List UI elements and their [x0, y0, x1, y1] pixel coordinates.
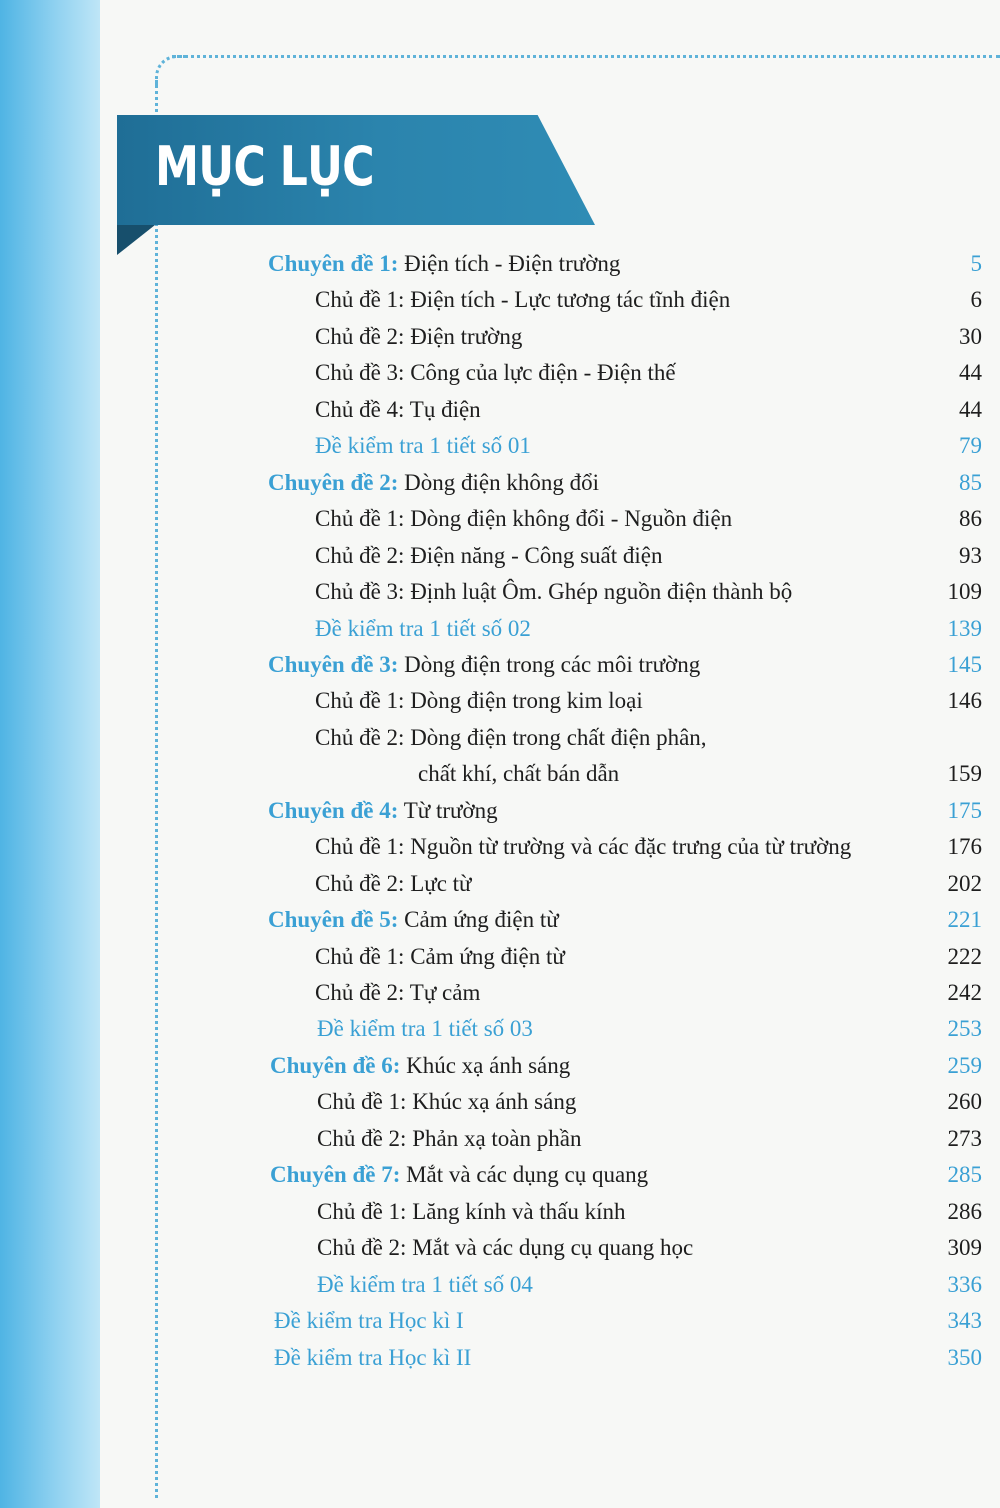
- toc-page-number: 79: [959, 433, 982, 459]
- toc-page-number: 86: [959, 506, 982, 532]
- toc-entry-title: Chủ đề 2: Tự cảm: [315, 980, 481, 1005]
- toc-page-number: 343: [947, 1308, 982, 1334]
- toc-topic-entry[interactable]: [315, 829, 851, 865]
- toc-entry-title: Chủ đề 1: Điện tích - Lực tương tác tĩnh điện: [315, 287, 731, 313]
- toc-topic-entry[interactable]: [315, 975, 480, 1011]
- toc-page-number: 176: [947, 834, 982, 860]
- toc-topic-entry[interactable]: [317, 1194, 626, 1230]
- toc-entry-title: Chủ đề 1: Khúc xạ ánh sáng: [317, 1089, 577, 1115]
- toc-page-number: 336: [947, 1271, 982, 1297]
- toc-topic-entry[interactable]: [315, 355, 676, 391]
- toc-topic-entry[interactable]: [315, 392, 481, 428]
- toc-topic-entry[interactable]: [418, 756, 619, 792]
- toc-chapter-prefix: Chuyên đề 5:: [268, 907, 399, 933]
- toc-page-number: 44: [959, 396, 982, 422]
- toc-entry-title: Chủ đề 1: Cảm ứng điện từ: [315, 943, 565, 969]
- toc-exam-entry[interactable]: [315, 428, 531, 464]
- toc-topic-entry[interactable]: [315, 319, 522, 355]
- toc-entry-title: Chủ đề 2: Điện trường: [315, 323, 523, 349]
- toc-page-number: 202: [947, 870, 982, 896]
- toc-entry-title: Điện tích - Điện trường: [404, 251, 621, 276]
- toc-page-number: 139: [947, 615, 982, 641]
- toc-entry-title: Khúc xạ ánh sáng: [406, 1052, 571, 1078]
- toc-topic-entry[interactable]: [315, 720, 707, 756]
- toc-entry-title: Từ trường: [403, 797, 498, 823]
- toc-topic-entry[interactable]: [317, 1121, 581, 1157]
- toc-page-number: [902, 720, 982, 756]
- toc-topic-entry[interactable]: [317, 1084, 576, 1120]
- toc-chapter-entry[interactable]: [270, 1048, 570, 1084]
- toc-entry-title: Chủ đề 2: Điện năng - Công suất điện: [315, 542, 663, 568]
- toc-page-number: 350: [947, 1344, 982, 1370]
- toc-entry-title: Đề kiểm tra 1 tiết số 02: [315, 615, 531, 641]
- toc-page-number: 273: [947, 1125, 982, 1151]
- toc-entry-title: Đề kiểm tra 1 tiết số 03: [317, 1016, 533, 1042]
- toc-exam-entry[interactable]: [315, 611, 531, 647]
- toc-entry-title: Chủ đề 1: Nguồn từ trường và các đặc trưng của từ trường: [315, 834, 852, 860]
- toc-page-number: 242: [947, 980, 982, 1005]
- toc-entry-title: Đề kiểm tra 1 tiết số 04: [317, 1271, 533, 1297]
- toc-entry-title: Chủ đề 1: Dòng điện trong kim loại: [315, 688, 643, 714]
- toc-page-number: 253: [947, 1016, 982, 1042]
- toc-entry-title: Chủ đề 2: Mắt và các dụng cụ quang học: [317, 1235, 694, 1261]
- toc-topic-entry[interactable]: [317, 1230, 693, 1266]
- toc-page-number: 222: [947, 943, 982, 969]
- toc-entry-title: Chủ đề 2: Lực từ: [315, 870, 472, 896]
- toc-chapter-prefix: Chuyên đề 1:: [268, 251, 399, 276]
- toc-entry-title: Chủ đề 4: Tụ điện: [315, 396, 481, 422]
- toc-chapter-entry[interactable]: [268, 647, 700, 683]
- toc-topic-entry[interactable]: [315, 282, 730, 318]
- toc-page-number: 309: [947, 1235, 982, 1261]
- toc-chapter-entry[interactable]: [268, 246, 620, 282]
- toc-entry-title: Chủ đề 1: Lăng kính và thấu kính: [317, 1198, 626, 1224]
- toc-chapter-prefix: Chuyên đề 3:: [268, 651, 399, 677]
- toc-entry-title: Chủ đề 3: Định luật Ôm. Ghép nguồn điện thành bộ: [315, 579, 793, 605]
- toc-entry-title: Đề kiểm tra 1 tiết số 01: [315, 433, 531, 459]
- toc-entry-title: Cảm ứng điện từ: [404, 907, 559, 933]
- toc-exam-entry[interactable]: [317, 1267, 533, 1303]
- toc-entry-title: Dòng điện trong các môi trường: [404, 651, 701, 677]
- toc-chapter-prefix: Chuyên đề 4:: [268, 797, 399, 823]
- toc-topic-entry[interactable]: [315, 866, 472, 902]
- toc-page-number: 145: [947, 651, 982, 677]
- toc-chapter-entry[interactable]: [270, 1157, 648, 1193]
- toc-page-number: 44: [959, 360, 982, 386]
- toc-page-number: 6: [970, 287, 982, 313]
- toc-page-number: 221: [947, 907, 982, 933]
- toc-entry-title: Đề kiểm tra Học kì I: [274, 1308, 464, 1334]
- toc-topic-entry[interactable]: [315, 939, 565, 975]
- toc-chapter-entry[interactable]: [268, 902, 559, 938]
- toc-page-number: 30: [959, 323, 982, 349]
- toc-entry-title: Chủ đề 2: Phản xạ toàn phần: [317, 1125, 582, 1151]
- toc-chapter-prefix: Chuyên đề 7:: [270, 1162, 401, 1188]
- toc-page-number: 285: [947, 1162, 982, 1188]
- toc-page-number: 93: [959, 542, 982, 568]
- toc-page-number: 286: [947, 1198, 982, 1224]
- toc-page-number: 5: [970, 251, 982, 276]
- toc-page-number: 175: [947, 797, 982, 823]
- toc-entry-title: Chủ đề 1: Dòng điện không đổi - Nguồn điện: [315, 506, 733, 532]
- toc-exam-entry[interactable]: [317, 1011, 533, 1047]
- toc-page-number: 159: [947, 761, 982, 787]
- toc-topic-entry[interactable]: [315, 574, 792, 610]
- toc-page-number: 109: [947, 579, 982, 605]
- toc-entry-title: chất khí, chất bán dẫn: [418, 761, 620, 787]
- toc-entry-title: Mắt và các dụng cụ quang: [406, 1162, 649, 1188]
- toc-topic-entry[interactable]: [315, 538, 663, 574]
- toc-topic-entry[interactable]: [315, 683, 643, 719]
- toc-chapter-entry[interactable]: [268, 465, 599, 501]
- toc-entry-title: Chủ đề 2: Dòng điện trong chất điện phân,: [315, 724, 707, 750]
- toc-page-number: 259: [947, 1052, 982, 1078]
- toc-entry-title: Chủ đề 3: Công của lực điện - Điện thế: [315, 360, 676, 386]
- toc-page-number: 85: [959, 469, 982, 495]
- toc-exam-entry[interactable]: [274, 1340, 471, 1376]
- toc-entry-title: Đề kiểm tra Học kì II: [274, 1344, 472, 1370]
- toc-topic-entry[interactable]: [315, 501, 732, 537]
- page-title: MỤC LỤC: [155, 135, 374, 198]
- toc-exam-entry[interactable]: [274, 1303, 464, 1339]
- toc-page-number: 260: [947, 1089, 982, 1115]
- toc-chapter-prefix: Chuyên đề 6:: [270, 1052, 401, 1078]
- toc-chapter-entry[interactable]: [268, 793, 498, 829]
- toc-entry-title: Dòng điện không đổi: [404, 469, 599, 495]
- toc-page-number: 146: [947, 688, 982, 714]
- toc-chapter-prefix: Chuyên đề 2:: [268, 469, 399, 495]
